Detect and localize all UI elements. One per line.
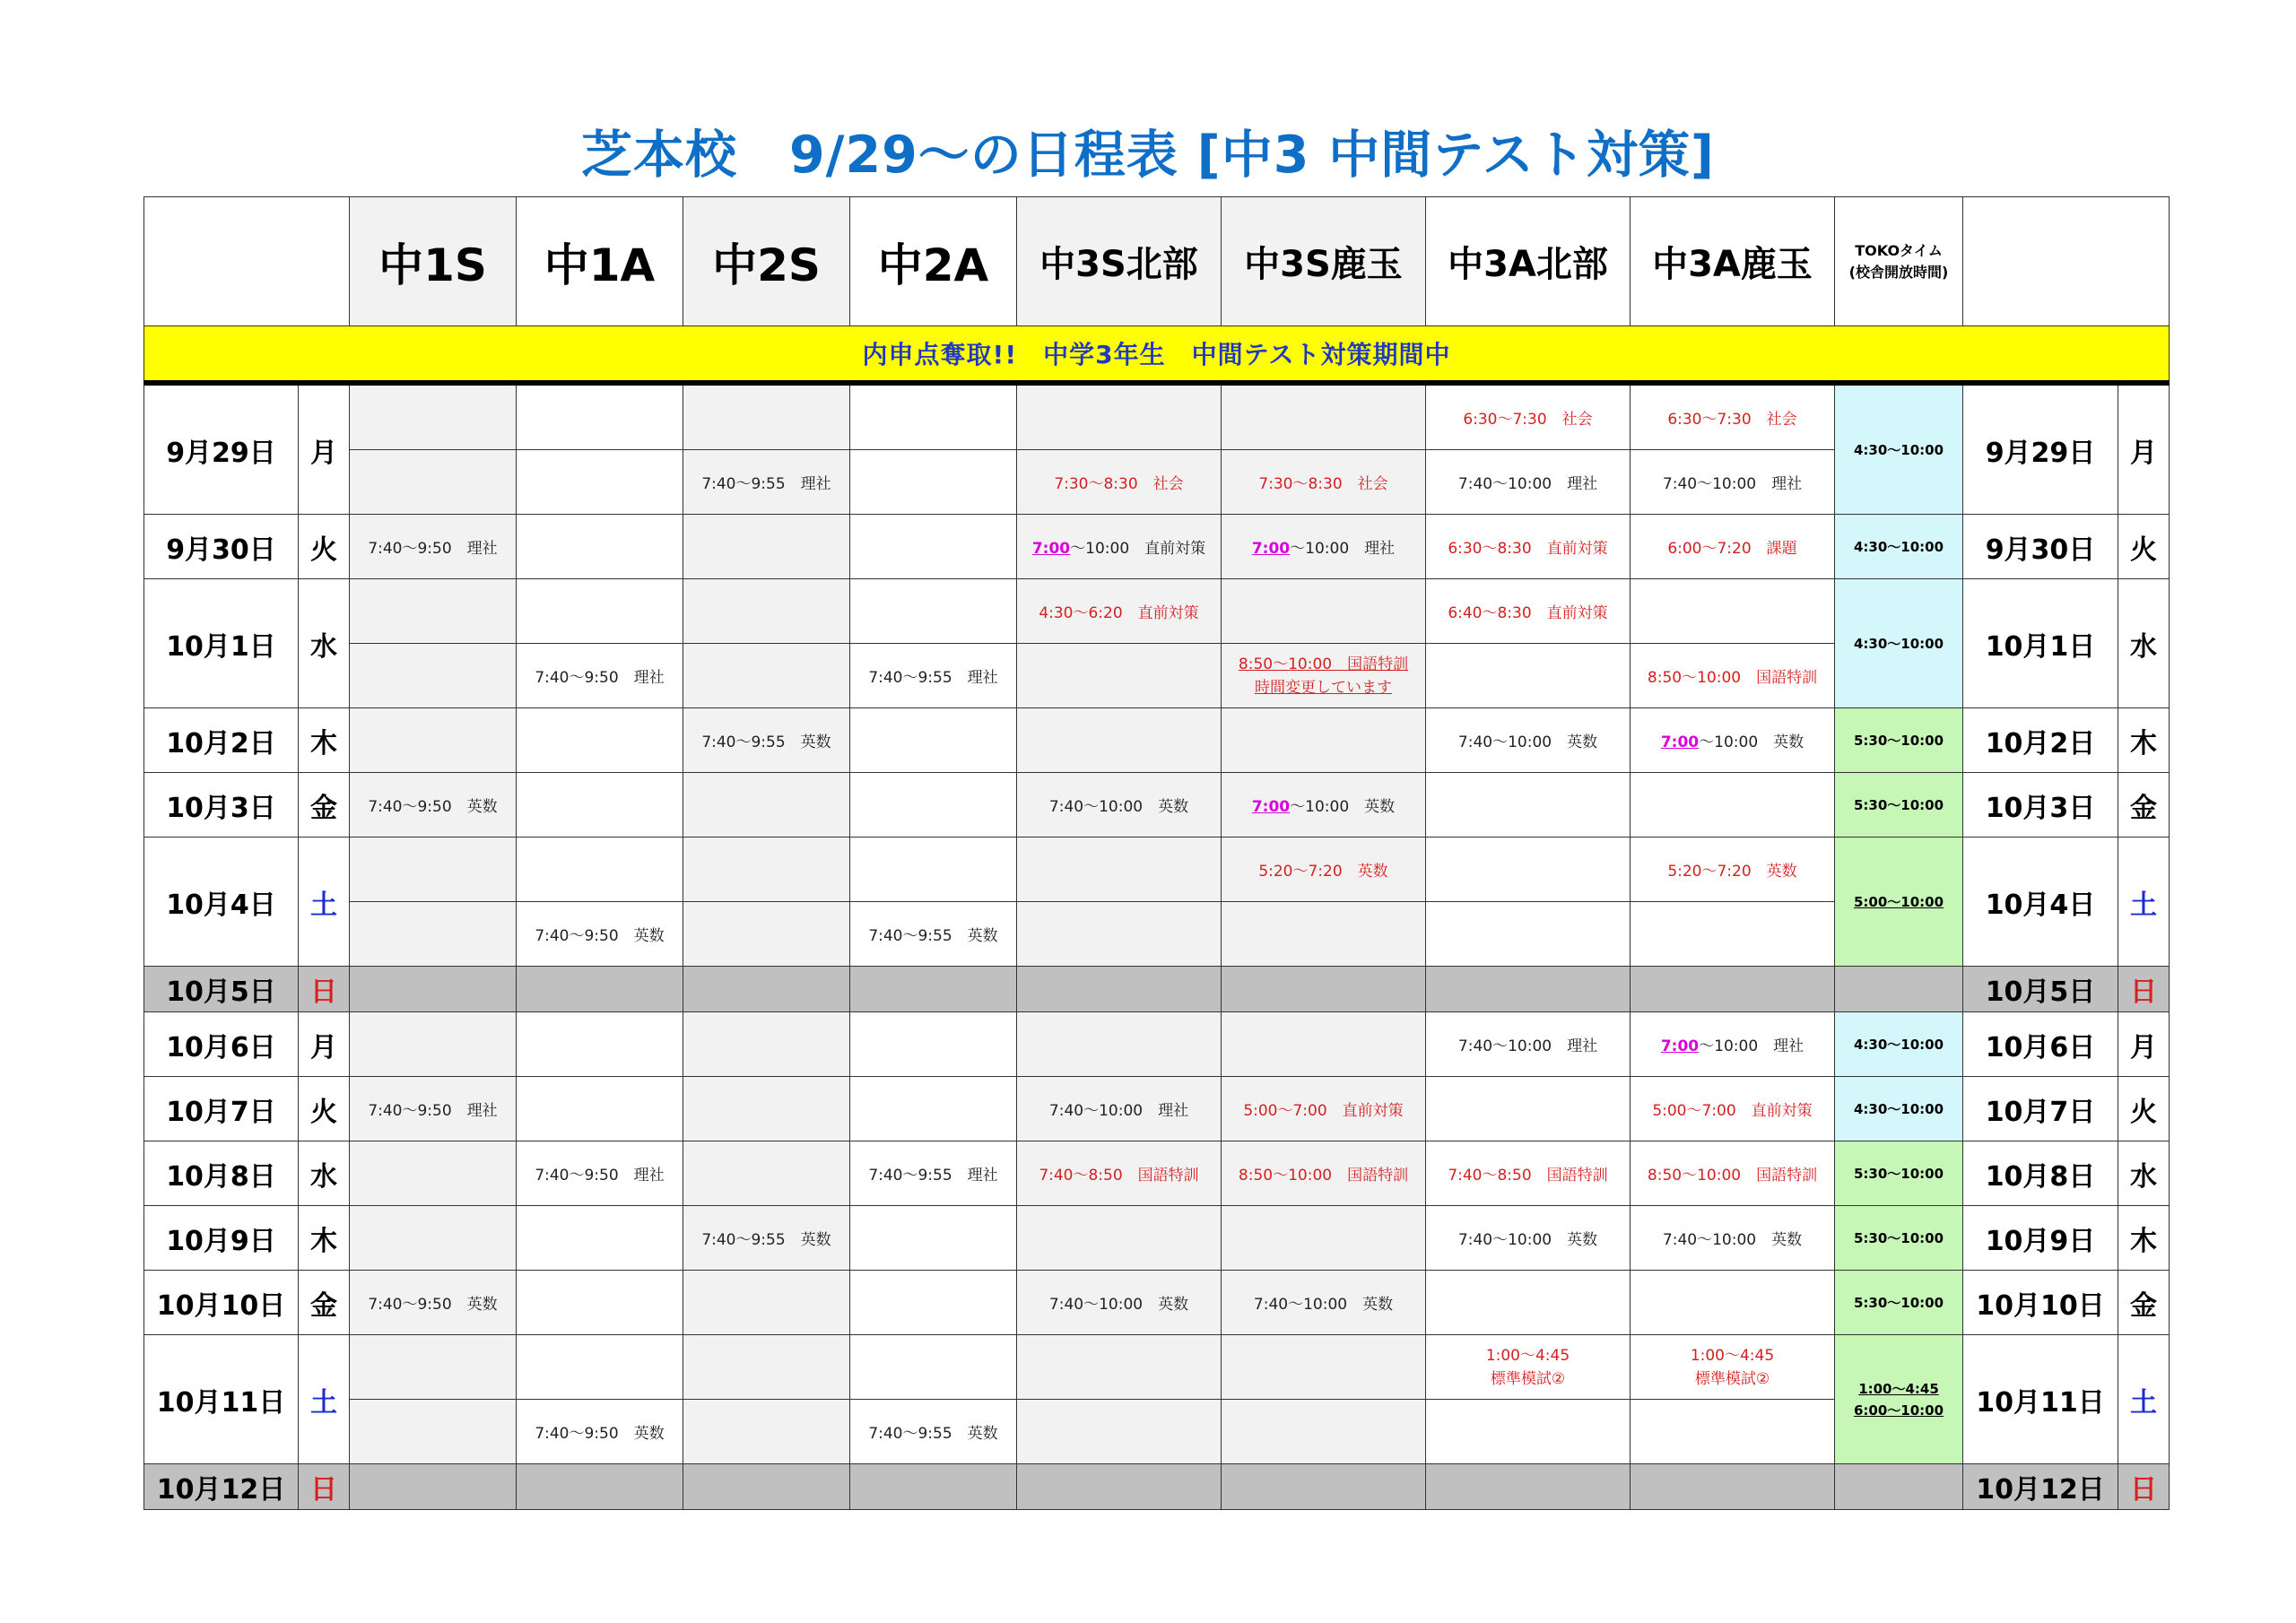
date-cell: 10月9日 (1963, 1206, 2118, 1271)
schedule-cell (517, 1077, 683, 1141)
schedule-cell (1017, 902, 1222, 967)
schedule-table (144, 196, 2170, 1510)
weekday-cell: 月 (2118, 1012, 2170, 1077)
schedule-cell (683, 644, 850, 708)
schedule-cell: 7:40～8:50 国語特訓 (1426, 1141, 1631, 1206)
schedule-cell: 5:20～7:20 英数 (1631, 838, 1835, 902)
schedule-cell (1017, 967, 1222, 1012)
changed-time: 7:00 (1660, 1037, 1700, 1055)
schedule-cell (1631, 1012, 1835, 1077)
schedule-cell (1426, 773, 1631, 838)
schedule-cell (683, 773, 850, 838)
schedule-text: 1:00～4:45 (1690, 1346, 1775, 1365)
schedule-cell (1222, 515, 1426, 579)
sunday-row (144, 967, 2170, 1012)
schedule-cell (1222, 902, 1426, 967)
schedule-cell (517, 1335, 683, 1400)
schedule-cell: 7:40～9:55 理社 (683, 450, 850, 515)
schedule-cell: 7:40～9:50 理社 (517, 1141, 683, 1206)
toko-time-text: 1:00～4:45 (1858, 1380, 1939, 1397)
schedule-cell: 6:00～7:20 課題 (1631, 515, 1835, 579)
schedule-cell (350, 708, 517, 773)
schedule-cell: 6:30～7:30 社会 (1426, 383, 1631, 450)
table-row (144, 773, 2170, 838)
schedule-cell (1222, 579, 1426, 644)
col-header-1s: 中1S (350, 197, 517, 326)
schedule-cell (850, 1335, 1017, 1400)
schedule-cell (850, 1271, 1017, 1335)
weekday-cell: 木 (299, 1206, 350, 1271)
toko-time-cell: 5:30～10:00 (1835, 773, 1963, 838)
schedule-cell: 7:40～9:55 理社 (850, 1141, 1017, 1206)
schedule-cell: 7:30～8:30 社会 (1222, 450, 1426, 515)
schedule-cell (350, 644, 517, 708)
schedule-cell: 7:40～9:55 英数 (850, 902, 1017, 967)
schedule-cell: 4:30～6:20 直前対策 (1017, 579, 1222, 644)
schedule-cell (1017, 838, 1222, 902)
weekday-cell: 金 (299, 1271, 350, 1335)
table-row (144, 1141, 2170, 1206)
schedule-cell (1631, 1400, 1835, 1464)
schedule-cell (1222, 644, 1426, 708)
date-cell: 10月6日 (144, 1012, 299, 1077)
weekday-cell: 日 (2118, 1464, 2170, 1510)
weekday-cell: 水 (299, 579, 350, 708)
table-row (144, 515, 2170, 579)
schedule-cell: 7:30～8:30 社会 (1017, 450, 1222, 515)
schedule-cell (350, 1400, 517, 1464)
schedule-text: 標準模試② (1490, 1369, 1566, 1388)
schedule-cell (1631, 1464, 1835, 1510)
schedule-cell (850, 450, 1017, 515)
schedule-cell (1017, 383, 1222, 450)
schedule-cell (517, 450, 683, 515)
col-header-3s-kadama: 中3S鹿玉 (1222, 197, 1426, 326)
toko-time-cell (1835, 967, 1963, 1012)
schedule-cell (1222, 383, 1426, 450)
schedule-cell (1631, 1271, 1835, 1335)
schedule-cell: 7:40～10:00 英数 (1426, 1206, 1631, 1271)
schedule-cell: 7:40～10:00 理社 (1426, 1012, 1631, 1077)
date-cell: 10月10日 (144, 1271, 299, 1335)
date-cell: 10月2日 (144, 708, 299, 773)
weekday-cell: 月 (2118, 383, 2170, 515)
weekday-cell: 土 (299, 838, 350, 967)
date-cell: 9月30日 (1963, 515, 2118, 579)
schedule-cell (683, 1271, 850, 1335)
schedule-cell (350, 383, 517, 450)
date-cell: 9月29日 (144, 383, 299, 515)
weekday-cell: 土 (2118, 1335, 2170, 1464)
schedule-cell (683, 1335, 850, 1400)
schedule-cell: 7:40～10:00 英数 (1631, 1206, 1835, 1271)
toko-time-text: 5:00～10:00 (1853, 894, 1944, 910)
schedule-cell (1017, 1335, 1222, 1400)
changed-time: 7:00 (1660, 733, 1700, 751)
col-header-2a: 中2A (850, 197, 1017, 326)
schedule-cell (1222, 1206, 1426, 1271)
schedule-cell: 7:40～10:00 理社 (1017, 1077, 1222, 1141)
date-cell: 10月2日 (1963, 708, 2118, 773)
schedule-cell (350, 579, 517, 644)
schedule-cell (517, 838, 683, 902)
toko-time-cell: 4:30～10:00 (1835, 1012, 1963, 1077)
schedule-cell (1017, 1464, 1222, 1510)
schedule-cell: 7:40～9:55 英数 (850, 1400, 1017, 1464)
schedule-cell (1631, 773, 1835, 838)
schedule-cell (1426, 902, 1631, 967)
schedule-cell (1017, 708, 1222, 773)
schedule-cell (1426, 644, 1631, 708)
schedule-cell (850, 838, 1017, 902)
schedule-cell (517, 708, 683, 773)
weekday-cell: 月 (299, 383, 350, 515)
schedule-cell (683, 1464, 850, 1510)
schedule-cell (1426, 1464, 1631, 1510)
changed-time: 7:00 (1251, 540, 1291, 558)
col-header-3a-kadama: 中3A鹿玉 (1631, 197, 1835, 326)
weekday-cell: 日 (299, 1464, 350, 1510)
date-cell: 10月12日 (144, 1464, 299, 1510)
weekday-cell: 日 (299, 967, 350, 1012)
date-cell: 10月4日 (1963, 838, 2118, 967)
schedule-cell: 7:40～10:00 英数 (1426, 708, 1631, 773)
schedule-cell: 7:40～9:50 理社 (350, 1077, 517, 1141)
date-cell: 10月3日 (144, 773, 299, 838)
date-cell: 10月11日 (144, 1335, 299, 1464)
schedule-text: ～10:00 英数 (1699, 733, 1805, 751)
schedule-cell: 5:00～7:00 直前対策 (1631, 1077, 1835, 1141)
schedule-cell: 5:00～7:00 直前対策 (1222, 1077, 1426, 1141)
schedule-cell (850, 1206, 1017, 1271)
schedule-cell (1017, 1400, 1222, 1464)
toko-time-cell: 5:30～10:00 (1835, 1206, 1963, 1271)
schedule-cell: 7:40～8:50 国語特訓 (1017, 1141, 1222, 1206)
table-row (144, 1271, 2170, 1335)
header-corner-left (144, 197, 350, 326)
schedule-cell (850, 579, 1017, 644)
weekday-cell: 日 (2118, 967, 2170, 1012)
toko-time-cell (1835, 1335, 1963, 1464)
schedule-cell (1222, 1400, 1426, 1464)
schedule-cell: 7:40～9:50 英数 (350, 1271, 517, 1335)
schedule-cell: 7:40～10:00 英数 (1222, 1271, 1426, 1335)
weekday-cell: 水 (2118, 1141, 2170, 1206)
banner-row (144, 326, 2170, 384)
schedule-cell (850, 708, 1017, 773)
weekday-cell: 水 (2118, 579, 2170, 708)
schedule-cell (350, 902, 517, 967)
header-row (144, 197, 2170, 326)
schedule-cell (1426, 967, 1631, 1012)
table-row (144, 1012, 2170, 1077)
toko-time-cell: 5:30～10:00 (1835, 1271, 1963, 1335)
toko-time-cell (1835, 838, 1963, 967)
schedule-cell (1017, 644, 1222, 708)
weekday-cell: 火 (299, 1077, 350, 1141)
table-row (144, 708, 2170, 773)
schedule-cell: 7:40～9:50 英数 (517, 902, 683, 967)
schedule-text: 1:00～4:45 (1485, 1346, 1570, 1365)
weekday-cell: 火 (2118, 515, 2170, 579)
date-cell: 10月5日 (144, 967, 299, 1012)
table-row (144, 579, 2170, 644)
date-cell: 9月30日 (144, 515, 299, 579)
table-row (144, 1335, 2170, 1400)
schedule-cell (350, 1012, 517, 1077)
schedule-cell (1222, 773, 1426, 838)
schedule-cell (683, 967, 850, 1012)
schedule-cell (850, 967, 1017, 1012)
schedule-cell (1222, 1335, 1426, 1400)
schedule-cell (1631, 902, 1835, 967)
schedule-cell: 7:40～9:50 英数 (517, 1400, 683, 1464)
date-cell: 10月8日 (1963, 1141, 2118, 1206)
toko-time-cell: 5:30～10:00 (1835, 708, 1963, 773)
date-cell: 10月7日 (1963, 1077, 2118, 1141)
schedule-cell (350, 1335, 517, 1400)
schedule-cell: 7:40～10:00 理社 (1631, 450, 1835, 515)
schedule-cell (350, 1141, 517, 1206)
date-cell: 10月1日 (1963, 579, 2118, 708)
schedule-cell (683, 1012, 850, 1077)
schedule-cell (517, 1271, 683, 1335)
date-cell: 10月1日 (144, 579, 299, 708)
date-cell: 10月12日 (1963, 1464, 2118, 1510)
toko-time-cell: 4:30～10:00 (1835, 383, 1963, 515)
weekday-cell: 金 (299, 773, 350, 838)
date-cell: 10月3日 (1963, 773, 2118, 838)
weekday-cell: 火 (2118, 1077, 2170, 1141)
time-changed-note: 時間変更しています (1255, 678, 1392, 697)
weekday-cell: 火 (299, 515, 350, 579)
schedule-cell (350, 450, 517, 515)
schedule-cell (517, 515, 683, 579)
schedule-cell (683, 579, 850, 644)
schedule-cell (1426, 1400, 1631, 1464)
schedule-cell (1017, 1206, 1222, 1271)
banner-text: 内申点奪取!! 中学3年生 中間テスト対策期間中 (144, 326, 2170, 384)
schedule-cell: 6:40～8:30 直前対策 (1426, 579, 1631, 644)
schedule-cell (1426, 838, 1631, 902)
schedule-cell (850, 383, 1017, 450)
sunday-row (144, 1464, 2170, 1510)
date-cell: 10月6日 (1963, 1012, 2118, 1077)
schedule-cell (517, 967, 683, 1012)
schedule-cell (517, 1012, 683, 1077)
schedule-cell (683, 515, 850, 579)
schedule-cell (1222, 1012, 1426, 1077)
weekday-cell: 金 (2118, 773, 2170, 838)
weekday-cell: 木 (2118, 1206, 2170, 1271)
schedule-cell (517, 383, 683, 450)
schedule-cell: 6:30～7:30 社会 (1631, 383, 1835, 450)
schedule-cell (517, 773, 683, 838)
schedule-cell (1631, 579, 1835, 644)
col-header-toko (1835, 197, 1963, 326)
date-cell: 10月4日 (144, 838, 299, 967)
schedule-cell (1426, 1077, 1631, 1141)
schedule-cell (517, 579, 683, 644)
schedule-text: 標準模試② (1694, 1369, 1770, 1388)
weekday-cell: 水 (299, 1141, 350, 1206)
schedule-text: ～10:00 理社 (1699, 1037, 1805, 1055)
col-header-1a: 中1A (517, 197, 683, 326)
schedule-cell (683, 902, 850, 967)
schedule-cell: 7:40～9:50 理社 (350, 515, 517, 579)
col-header-2s: 中2S (683, 197, 850, 326)
date-cell: 10月8日 (144, 1141, 299, 1206)
schedule-text: ～10:00 理社 (1290, 540, 1396, 558)
weekday-cell: 木 (2118, 708, 2170, 773)
schedule-cell: 8:50～10:00 国語特訓 (1631, 644, 1835, 708)
schedule-cell (1222, 708, 1426, 773)
schedule-cell: 7:40～9:55 英数 (683, 1206, 850, 1271)
schedule-text: ～10:00 英数 (1290, 798, 1396, 816)
weekday-cell: 金 (2118, 1271, 2170, 1335)
changed-time: 7:00 (1251, 798, 1291, 816)
schedule-cell (683, 1141, 850, 1206)
date-cell: 10月7日 (144, 1077, 299, 1141)
date-cell: 10月5日 (1963, 967, 2118, 1012)
weekday-cell: 木 (299, 708, 350, 773)
schedule-cell (683, 838, 850, 902)
schedule-cell (683, 1400, 850, 1464)
changed-time: 7:00 (1031, 540, 1071, 558)
toko-header-line2: (校舎開放時間) (1848, 263, 1949, 281)
schedule-cell (517, 1464, 683, 1510)
date-cell: 10月11日 (1963, 1335, 2118, 1464)
toko-time-cell: 4:30～10:00 (1835, 579, 1963, 708)
schedule-cell: 7:40～9:55 英数 (683, 708, 850, 773)
schedule-cell: 5:20～7:20 英数 (1222, 838, 1426, 902)
col-header-3a-hokubu: 中3A北部 (1426, 197, 1631, 326)
schedule-cell (1017, 515, 1222, 579)
schedule-cell: 7:40～9:55 理社 (850, 644, 1017, 708)
schedule-cell: 7:40～9:50 英数 (350, 773, 517, 838)
schedule-cell: 6:30～8:30 直前対策 (1426, 515, 1631, 579)
toko-header-line1: TOKOタイム (1855, 241, 1943, 259)
schedule-cell (1017, 1012, 1222, 1077)
toko-time-text: 6:00～10:00 (1853, 1402, 1944, 1419)
schedule-cell (1631, 967, 1835, 1012)
col-header-3s-hokubu: 中3S北部 (1017, 197, 1222, 326)
schedule-cell (850, 1077, 1017, 1141)
schedule-cell (1631, 1335, 1835, 1400)
toko-time-cell: 4:30～10:00 (1835, 1077, 1963, 1141)
table-row (144, 1206, 2170, 1271)
weekday-cell: 月 (299, 1012, 350, 1077)
schedule-cell: 7:40～10:00 英数 (1017, 1271, 1222, 1335)
toko-time-cell: 4:30～10:00 (1835, 515, 1963, 579)
schedule-cell (350, 838, 517, 902)
schedule-cell: 8:50～10:00 国語特訓 (1222, 1141, 1426, 1206)
schedule-cell (350, 1206, 517, 1271)
toko-time-cell: 5:30～10:00 (1835, 1141, 1963, 1206)
schedule-cell (350, 1464, 517, 1510)
schedule-text: ～10:00 直前対策 (1070, 540, 1206, 558)
table-row (144, 383, 2170, 450)
schedule-cell (850, 1012, 1017, 1077)
schedule-cell (850, 1464, 1017, 1510)
page-title: 芝本校 9/29～の日程表 [中3 中間テスト対策] (581, 126, 1715, 185)
schedule-cell: 7:40～10:00 理社 (1426, 450, 1631, 515)
schedule-cell (850, 515, 1017, 579)
schedule-cell (517, 1206, 683, 1271)
schedule-cell: 8:50～10:00 国語特訓 (1631, 1141, 1835, 1206)
date-cell: 10月10日 (1963, 1271, 2118, 1335)
header-corner-right (1963, 197, 2170, 326)
date-cell: 10月9日 (144, 1206, 299, 1271)
weekday-cell: 土 (2118, 838, 2170, 967)
schedule-cell (1631, 708, 1835, 773)
table-row (144, 838, 2170, 902)
schedule-cell: 7:40～10:00 英数 (1017, 773, 1222, 838)
schedule-cell: 7:40～9:50 理社 (517, 644, 683, 708)
weekday-cell: 土 (299, 1335, 350, 1464)
schedule-cell (1426, 1271, 1631, 1335)
schedule-cell (1426, 1335, 1631, 1400)
schedule-cell (683, 1077, 850, 1141)
schedule-cell (1222, 1464, 1426, 1510)
schedule-text: 8:50～10:00 国語特訓 (1238, 655, 1409, 673)
schedule-cell (1222, 967, 1426, 1012)
schedule-cell (350, 967, 517, 1012)
schedule-cell (850, 773, 1017, 838)
table-row (144, 1077, 2170, 1141)
date-cell: 9月29日 (1963, 383, 2118, 515)
schedule-cell (683, 383, 850, 450)
toko-time-cell (1835, 1464, 1963, 1510)
